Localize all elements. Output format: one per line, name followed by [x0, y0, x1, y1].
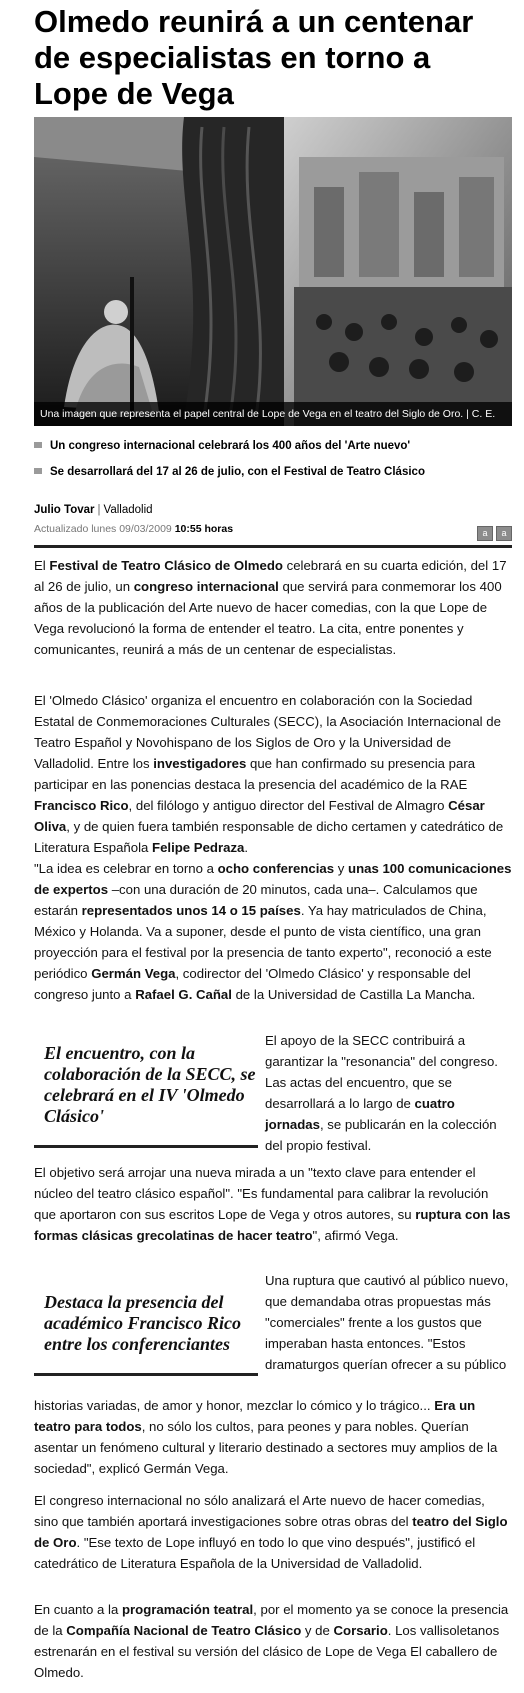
- font-size-tools: [474, 523, 512, 541]
- decrease-font-button[interactable]: a: [477, 526, 493, 541]
- pull-quote: El encuentro, con la colaboración de la SECC, se celebrará en el IV 'Olmedo Clásico': [34, 1043, 258, 1148]
- author-name[interactable]: Julio Tovar: [34, 504, 95, 516]
- byline-divider: [34, 545, 512, 548]
- theatre-stage-illustration: [34, 117, 512, 426]
- updated-timestamp: Actualizado lunes 09/03/2009 10:55 horas: [34, 523, 234, 535]
- article-headline: Olmedo reunirá a un centenar de especialistas en torno a Lope de Vega: [34, 4, 474, 111]
- highlight-item: Se desarrollará del 17 al 26 de julio, con el Festival de Teatro Clásico: [34, 465, 512, 479]
- bullet-icon: [34, 468, 42, 474]
- photo-caption: Una imagen que representa el papel central de Lope de Vega en el teatro del Siglo de Oro. | C. E.: [34, 402, 512, 426]
- article-paragraph: El Festival de Teatro Clásico de Olmedo celebrará en su cuarta edición, del 17 al 26 de julio, un congreso internacional que servirá para conmemorar los 400 años de la publicación del Arte nuevo de hacer comedias, con la que Lope de Vega revolucionó la forma de entender el teatro. La cita, entre ponentes y comunicantes, reunirá a más de un centenar de especialistas.: [34, 558, 507, 657]
- article-paragraph: El 'Olmedo Clásico' organiza el encuentro en colaboración con la Sociedad Estatal de Conmemoraciones Culturales (SECC), la Asociación Internacional de Teatro Español y Novohispano de los Siglos de Oro y la Universidad de Valladolid. Entre los investigadores que han confirmado su presencia para participar en las ponencias destaca la presencia del académico de la RAE Francisco Rico, del filólogo y antiguo director del Festival de Almagro César Oliva, y de quien fuera también responsable de dicho certamen y catedrático de Literatura Española Felipe Pedraza.: [34, 693, 504, 855]
- location: Valladolid: [103, 504, 153, 516]
- article-byline: Julio Tovar | Valladolid Actualizado lunes 09/03/2009 10:55 horas a a: [34, 502, 512, 537]
- pull-quote: Destaca la presencia del académico Francisco Rico entre los conferenciantes: [34, 1292, 258, 1376]
- article-paragraph: El apoyo de la SECC contribuirá a garantizar la "resonancia" del congreso. Las actas del encuentro, que se desarrollará a lo largo de cuatro jornadas, se publicarán en la colección del propio festival.: [265, 1033, 498, 1153]
- article-paragraph: "La idea es celebrar en torno a ocho conferencias y unas 100 comunicaciones de expertos –con una duración de 20 minutos, cada una–. Calculamos que estarán representados unos 14 o 15 países. Ya hay matriculados de China, México y Holanda. Va a suponer, desde el punto de vista científico, una gran proyección para el festival por la presencia de tanto experto", reconoció a este periódico Germán Vega, codirector del 'Olmedo Clásico' y responsable del congreso junto a Rafael G. Cañal de la Universidad de Castilla La Mancha.: [34, 861, 512, 1002]
- article-paragraph: El objetivo será arrojar una nueva mirada a un "texto clave para entender el núcleo del teatro clásico español". "Es fundamental para calibrar la revolución que aportaron con sus escritos Lope de Vega y otros autores, su ruptura con las formas clásicas grecolatinas de hacer teatro", afirmó Vega.: [34, 1165, 511, 1243]
- article-paragraph: historias variadas, de amor y honor, mezclar lo cómico y lo trágico... Era un teatro para todos, no sólo los cultos, para peones y para nobles. Querían asentar un fenómeno cultural y literario destinado a sectores muy amplios de la sociedad", explicó Germán Vega.: [34, 1398, 498, 1476]
- article-paragraph: Una ruptura que cautivó al público nuevo, que demandaba otras propuestas más "comerciales" frente a los gustos que imperaban hasta entonces. "Estos dramaturgos querían ofrecer a su público: [265, 1273, 509, 1372]
- article-paragraph: En cuanto a la programación teatral, por el momento ya se conoce la presencia de la Compañía Nacional de Teatro Clásico y de Corsario. Los vallisoletanos estrenarán en el festival su versión del clásico de Lope de Vega El caballero de Olmedo.: [34, 1602, 509, 1680]
- article-paragraph: El congreso internacional no sólo analizará el Arte nuevo de hacer comedias, sino que también aportará investigaciones sobre otras obras del teatro del Siglo de Oro. "Ese texto de Lope influyó en todo lo que vino después", justificó el catedrático de Literatura Española de la Universidad de Valladolid.: [34, 1493, 508, 1571]
- article-highlights: [34, 433, 512, 491]
- article-photo: [34, 117, 512, 426]
- bullet-icon: [34, 442, 42, 448]
- highlight-item: Un congreso internacional celebrará los 400 años del 'Arte nuevo': [34, 439, 512, 453]
- increase-font-button[interactable]: a: [496, 526, 512, 541]
